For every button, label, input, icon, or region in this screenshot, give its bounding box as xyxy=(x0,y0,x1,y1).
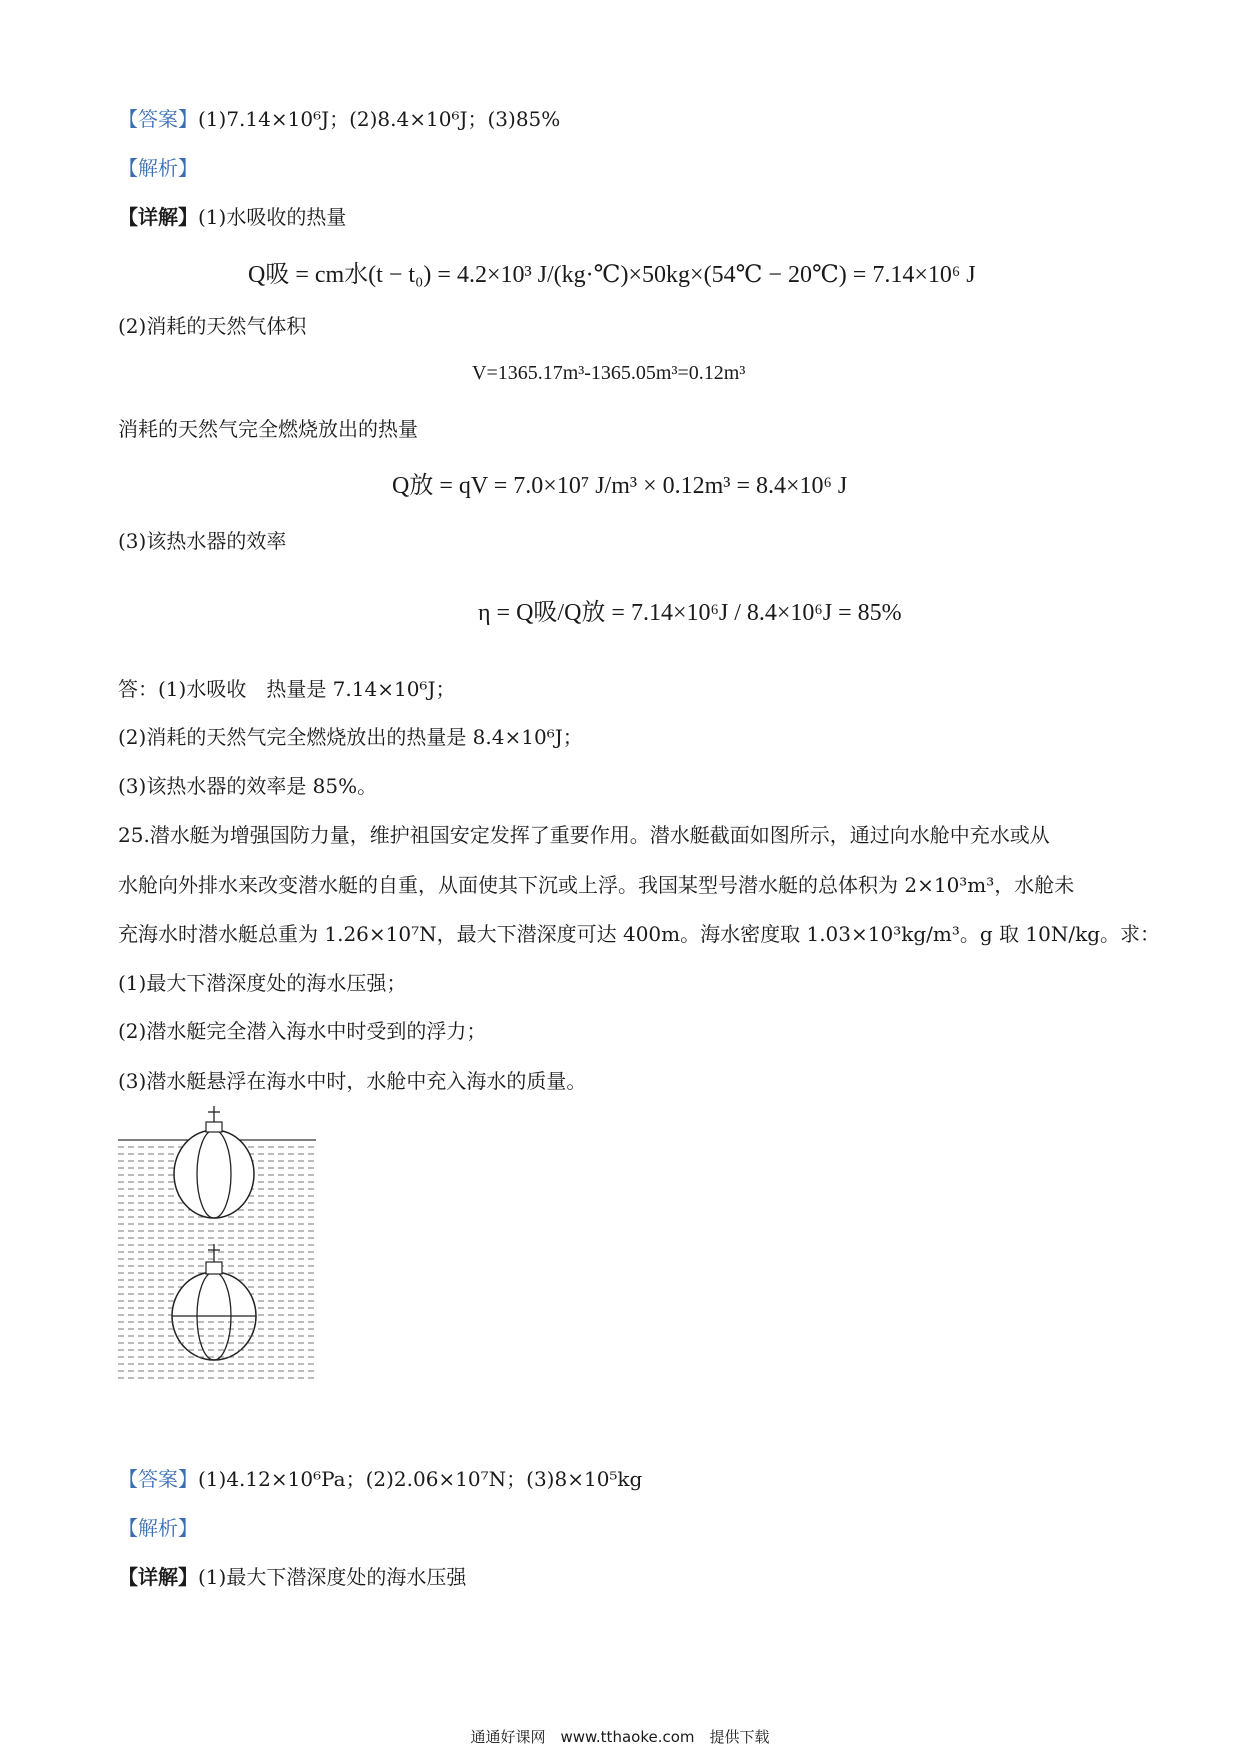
answer-line-2 xyxy=(118,1466,642,1492)
question-25-sub-1: (1)最大下潜深度处的海水压强； xyxy=(118,971,407,995)
detail-tag-2: 【详解】 xyxy=(118,1565,198,1589)
question-25-line-2: 水舱向外排水来改变潜水艇的自重，从面使其下沉或上浮。我国某型号潜水艇的总体积为 2×10³m³，水舱未 xyxy=(118,873,1075,897)
question-25-sub-3: (3)潜水艇悬浮在海水中时，水舱中充入海水的质量。 xyxy=(118,1069,587,1093)
conclusion-1: 答：(1)水吸收 热量是 7.14×10⁶J； xyxy=(118,677,456,701)
answer-text: (1)7.14×10⁶J；(2)8.4×10⁶J；(3)85% xyxy=(198,107,561,131)
conclusion-2: (2)消耗的天然气完全燃烧放出的热量是 8.4×10⁶J； xyxy=(118,725,583,749)
equation-3: Q放 = qV = 7.0×10⁷ J/m³ × 0.12m³ = 8.4×10⁶ J xyxy=(392,473,848,499)
conclusion-3: (3)该热水器的效率是 85%。 xyxy=(118,774,378,798)
answer-tag: 【答案】 xyxy=(118,107,198,131)
detail-text: (1)水吸收的热量 xyxy=(198,205,347,229)
submarine-figure xyxy=(118,1102,318,1384)
detail-line-2 xyxy=(118,1564,466,1590)
answer-tag-2: 【答案】 xyxy=(118,1467,198,1491)
analysis-tag: 【解析】 xyxy=(118,156,198,180)
step-2b: 消耗的天然气完全燃烧放出的热量 xyxy=(118,417,418,441)
step-2: (2)消耗的天然气体积 xyxy=(118,314,307,338)
step-3: (3)该热水器的效率 xyxy=(118,529,287,553)
analysis-tag-2: 【解析】 xyxy=(118,1516,198,1540)
detail-line-1 xyxy=(118,204,346,230)
page-footer: 通通好课网 www.tthaoke.com 提供下载 xyxy=(470,1728,770,1746)
equation-4: η = Q吸/Q放 = 7.14×10⁶J / 8.4×10⁶J = 85% xyxy=(478,600,902,626)
submarine-floating xyxy=(174,1106,254,1218)
detail-tag: 【详解】 xyxy=(118,205,198,229)
equation-2: V=1365.17m³-1365.05m³=0.12m³ xyxy=(472,362,746,384)
equation-1: Q吸 = cm水(t − t₀) = 4.2×10³ J/(kg·℃)×50kg×(54℃ − 20℃) = 7.14×10⁶ J xyxy=(248,262,976,288)
detail-text-2: (1)最大下潜深度处的海水压强 xyxy=(198,1565,467,1589)
answer-text-2: (1)4.12×10⁶Pa；(2)2.06×10⁷N；(3)8×10⁵kg xyxy=(198,1467,643,1491)
question-25-line-3: 充海水时潜水艇总重为 1.26×10⁷N，最大下潜深度可达 400m。海水密度取 1.03×10³kg/m³。g 取 10N/kg。求： xyxy=(118,922,1160,946)
question-25-sub-2: (2)潜水艇完全潜入海水中时受到的浮力； xyxy=(118,1019,487,1043)
question-25-line-1: 25.潜水艇为增强国防力量，维护祖国安定发挥了重要作用。潜水艇截面如图所示，通过向水舱中充水或从 xyxy=(118,823,1050,847)
answer-line-1 xyxy=(118,106,560,132)
